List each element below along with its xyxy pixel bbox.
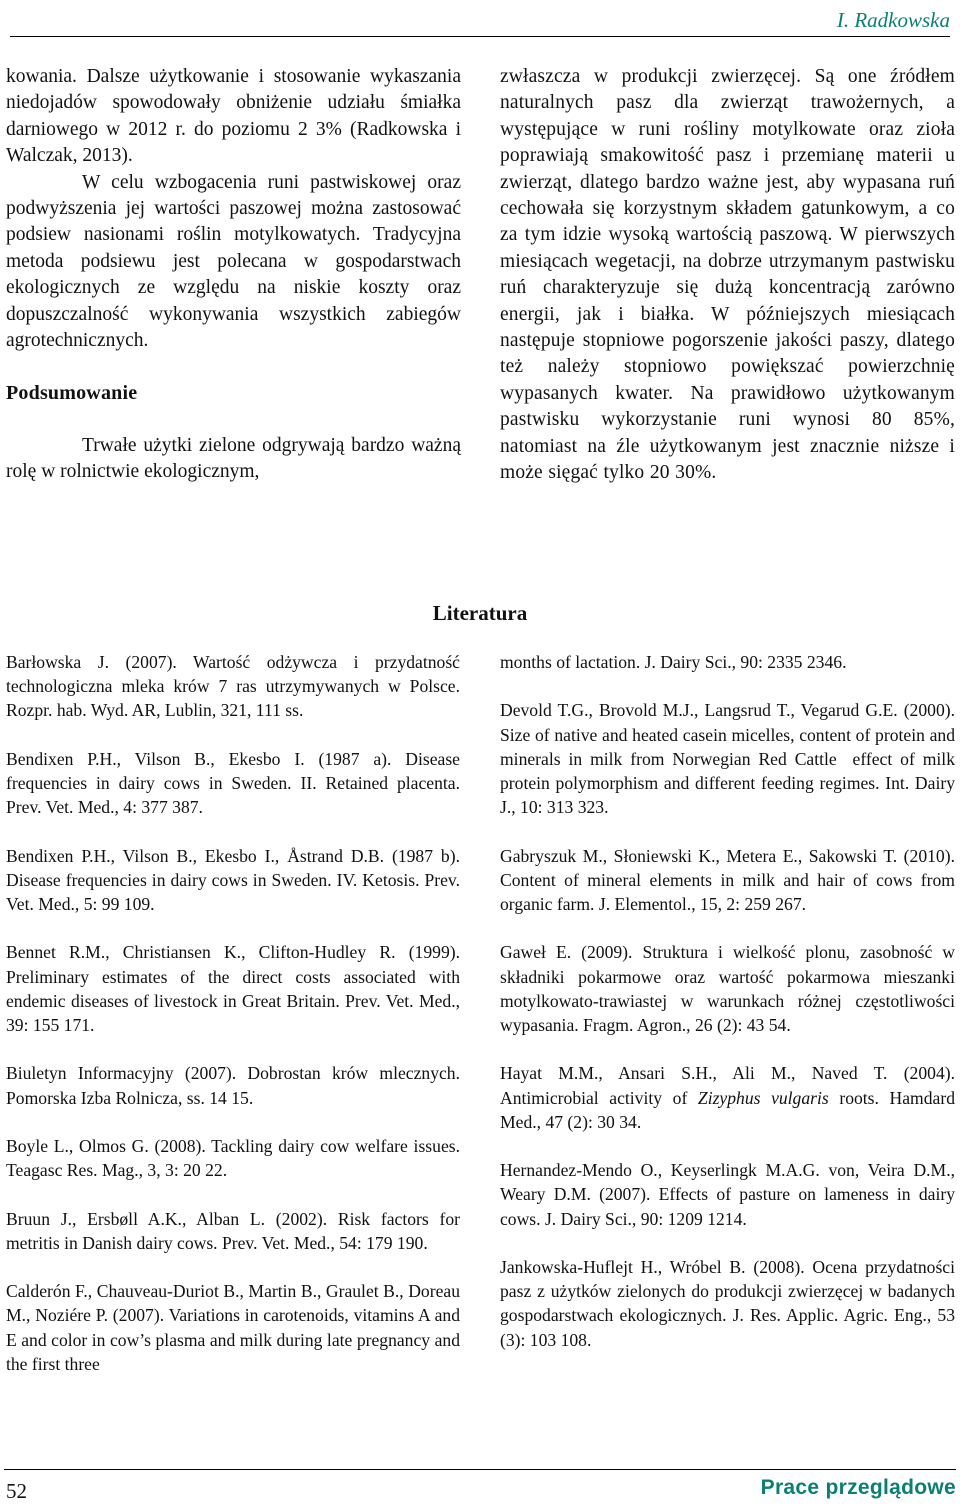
reference-item: Jankowska-Huflejt H., Wróbel B. (2008). Ocena przydatności pasz z użytków zielonych do produkcji zwierzęcej w badanych gospodarstwach ekologicznych. J. Res. Applic. Agric. Eng., 53 (3): 103 108.: [500, 1256, 955, 1350]
reference-item: Devold T.G., Brovold M.J., Langsrud T., Vegarud G.E. (2000). Size of native and heated casein micelles, content of protein and minerals in milk from Norwegian Red Cattle effect of milk protein polymorphism and different feeding regimes. Int. Dairy J., 10: 313 323.: [500, 700, 955, 818]
body-column-left: [6, 64, 461, 486]
reference-text: Hayat M.M., Ansari S.H., Ali M., Naved T. (2004). Antimicrobial activity of: [500, 1063, 955, 1108]
references-column-left: [6, 650, 460, 1376]
reference-item: Boyle L., Olmos G. (2008). Tackling dairy cow welfare issues. Teagasc Res. Mag., 3, 3: 20 22.: [6, 1135, 460, 1181]
reference-item: months of lactation. J. Dairy Sci., 90: 2335 2346.: [500, 652, 847, 672]
running-header: [10, 6, 950, 37]
reference-item: Bennet R.M., Christiansen K., Clifton-Hudley R. (1999). Preliminary estimates of the direct costs associated with endemic diseases of livestock in Great Britain. Prev. Vet. Med., 39: 155 171.: [6, 942, 460, 1035]
reference-item: Bruun J., Ersbøll A.K., Alban L. (2002). Risk factors for metritis in Danish dairy cows. Prev. Vet. Med., 54: 179 190.: [6, 1208, 460, 1253]
reference-item: Bendixen P.H., Vilson B., Ekesbo I. (1987 a). Disease frequencies in dairy cows in Sweden. II. Retained placenta. Prev. Vet. Med., 4: 377 387.: [6, 748, 460, 818]
reference-item: Biuletyn Informacyjny (2007). Dobrostan krów mlecznych. Pomorska Izba Rolnicza, ss. 14 15.: [6, 1063, 460, 1108]
header-author: I. Radkowska: [836, 8, 950, 32]
reference-text: roots. Hamdard Med., 47 (2): 30 34.: [500, 1087, 955, 1132]
reference-item: [500, 1061, 955, 1134]
body-paragraph: W celu wzbogacenia runi pastwiskowej oraz podwyższenia jej wartości paszowej można zastosować podsiew nasionami roślin motylkowatych. Tradycyjna metoda podsiewu jest polecana w gospodarstwach ekologicznych ze względu na niskie koszty oraz dopuszczalność wykonywania wszystkich zabiegów agrotechnicznych.: [6, 171, 461, 352]
reference-item: Gabryszuk M., Słoniewski K., Metera E., Sakowski T. (2010). Content of mineral elements in milk and hair of cows from organic farm. J. Elementol., 15, 2: 259 267.: [500, 845, 955, 914]
reference-item: Hernandez-Mendo O., Keyserlingk M.A.G. von, Veira D.M., Weary D.M. (2007). Effects of pasture on lameness in dairy cows. J. Dairy Sci., 90: 1209 1214.: [500, 1160, 955, 1229]
reference-item: Gaweł E. (2009). Struktura i wielkość plonu, zasobność w składniki pokarmowe oraz wartość pokarmowa mieszanki motylkowato-trawiastej w warunkach różnej częstotliwości wypasania. Fragm. Agron., 26 (2): 43 54.: [500, 942, 955, 1035]
body-paragraph: kowania. Dalsze użytkowanie i stosowanie wykaszania niedojadów spowodowały obniżenie udziału śmiałka darniowego w 2012 r. do poziomu 2 3% (Radkowska i Walczak, 2013).: [6, 66, 461, 167]
body-paragraph: Trwałe użytki zielone odgrywają bardzo ważną rolę w rolnictwie ekologicznym,: [6, 434, 461, 483]
species-name: Zizyphus vulgaris: [697, 1087, 829, 1108]
page-footer: [4, 1469, 956, 1506]
body-column-right: [500, 64, 955, 487]
footer-section-label: Prace przeglądowe: [760, 1476, 956, 1499]
body-paragraph: zwłaszcza w produkcji zwierzęcej. Są one źródłem naturalnych pasz dla zwierząt trawożernych, a występujące w runi rośliny motylkowate oraz zioła poprawiają smakowitość pasz i przemianę materii u zwierząt, dlatego bardzo ważne jest, aby wypasana ruń cechowała się korzystnym składem gatunkowym, a co za tym idzie wysoką wartością paszową. W pierwszych miesiącach wegetacji, na dobrze utrzymanym pastwisku ruń charakteryzuje się dużą koncentracją zarówno energii, jak i białka. W późniejszych miesiącach następuje stopniowe pogorszenie jakości paszy, dlatego też należy stopniowo powiększać powierzchnię wypasanych kwater. Na prawidłowo użytkowanym pastwisku wykorzystanie runi wynosi 80 85%, natomiast na źle użytkowanym jest znacznie niższe i może sięgać tylko 20 30%.: [500, 66, 955, 484]
literature-heading: Literatura: [432, 601, 528, 625]
references-column-right: [500, 650, 955, 1352]
page-number: 52: [6, 1479, 27, 1503]
section-heading: Podsumowanie: [6, 382, 138, 405]
reference-item: Bendixen P.H., Vilson B., Ekesbo I., Åstrand D.B. (1987 b). Disease frequencies in dairy cows in Sweden. IV. Ketosis. Prev. Vet. Med., 5: 99 109.: [6, 845, 460, 914]
reference-item: Calderón F., Chauveau-Duriot B., Martin B., Graulet B., Doreau M., Noziére P. (2007). Variations in carotenoids, vitamins A and E and color in cow’s plasma and milk during late pregnancy and the first three: [6, 1281, 460, 1374]
reference-item: Barłowska J. (2007). Wartość odżywcza i przydatność technologiczna mleka krów 7 ras utrzymywanych w Polsce. Rozpr. hab. Wyd. AR, Lublin, 321, 111 ss.: [6, 652, 460, 721]
